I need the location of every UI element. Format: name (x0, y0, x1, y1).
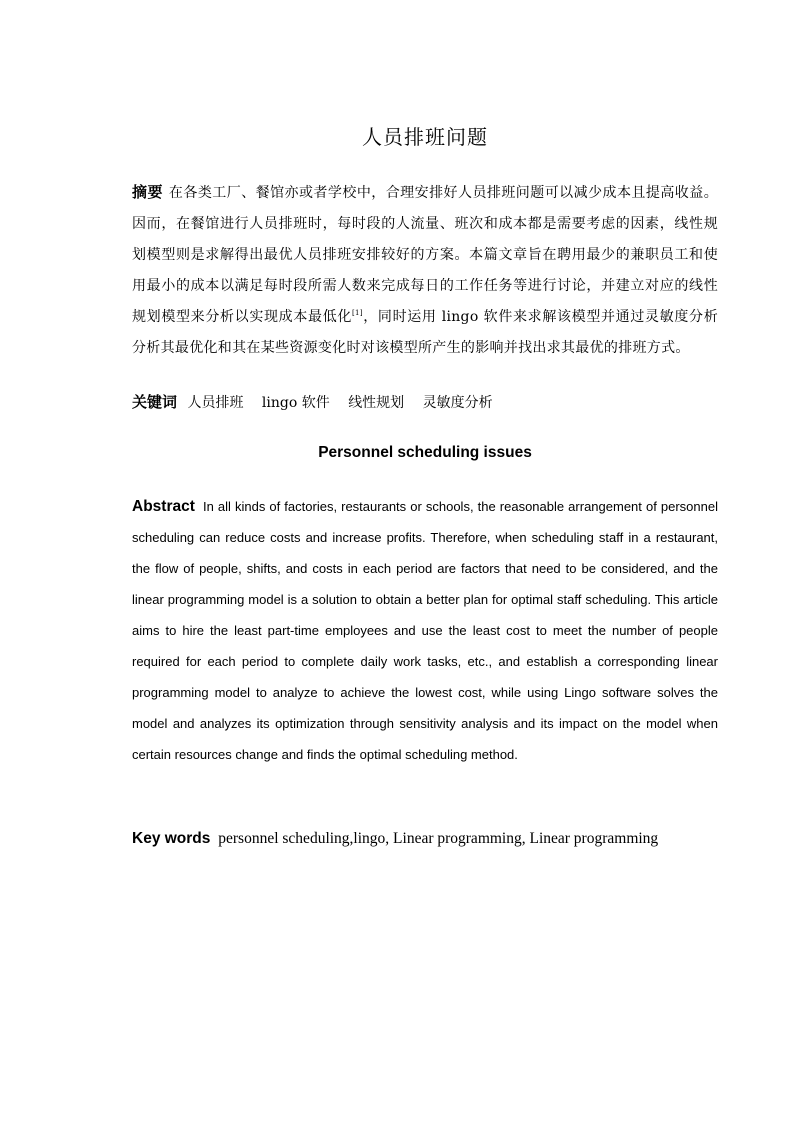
chinese-keywords-label: 关键词 (132, 393, 178, 411)
chinese-keywords (132, 388, 718, 417)
chinese-abstract (132, 177, 718, 364)
chinese-keyword: lingo 软件 (261, 395, 330, 411)
chinese-abstract-text-part1: 在各类工厂、餐馆亦或者学校中，合理安排好人员排班问题可以减少成本且提高收益。因而，在餐馆进行人员排班时，每时段的人流量、班次和成本都是需要考虑的因素，线性规划模型则是求解得出最优人员排班安排较好的方案。本篇文章旨在聘用最少的兼职员工和使用最小的成本以满足每时段所需人数来完成每日的工作任务等进行讨论，并建立对应的线性规划模型来分析以实现成本最低化 (132, 185, 718, 325)
chinese-title: 人员排班问题 (362, 125, 488, 149)
chinese-keyword: 人员排班 (187, 395, 244, 411)
english-abstract (132, 491, 718, 770)
citation-reference: [1] (352, 309, 363, 317)
chinese-abstract-label: 摘要 (132, 183, 163, 201)
english-title: Personnel scheduling issues (318, 444, 532, 461)
english-abstract-label: Abstract (132, 498, 195, 515)
chinese-keyword: 灵敏度分析 (422, 395, 493, 411)
english-abstract-text: In all kinds of factories, restaurants or schools, the reasonable arrangement of personnel scheduling can reduce costs and increase profits. Therefore, when scheduling staff in a restaurant, the flow of people, shifts, and costs in each period are factors that need to be considered, and the linear programming model is a solution to obtain a better plan for optimal staff scheduling. This article aims to hire the least part-time employees and use the least cost to meet the number of people required for each period to complete daily work tasks, etc., and establish a corresponding linear programming model to analyze to achieve the lowest cost, while using Lingo software solves the model and analyzes its optimization through sensitivity analysis and its impact on the model when certain resources change and finds the optimal scheduling method. (132, 499, 718, 762)
english-keywords-label: Key words (132, 830, 211, 847)
chinese-abstract-text-part2: ，同时运用 lingo 软件来求解该模型并通过灵敏度分析分析其最优化和其在某些资源变化时对该模型所产生的影响并找出求其最优的排班方式。 (132, 309, 718, 356)
english-keywords-text: personnel scheduling,lingo, Linear programming, Linear programming (218, 830, 659, 847)
chinese-keyword: 线性规划 (348, 395, 405, 411)
english-keywords (132, 825, 732, 853)
